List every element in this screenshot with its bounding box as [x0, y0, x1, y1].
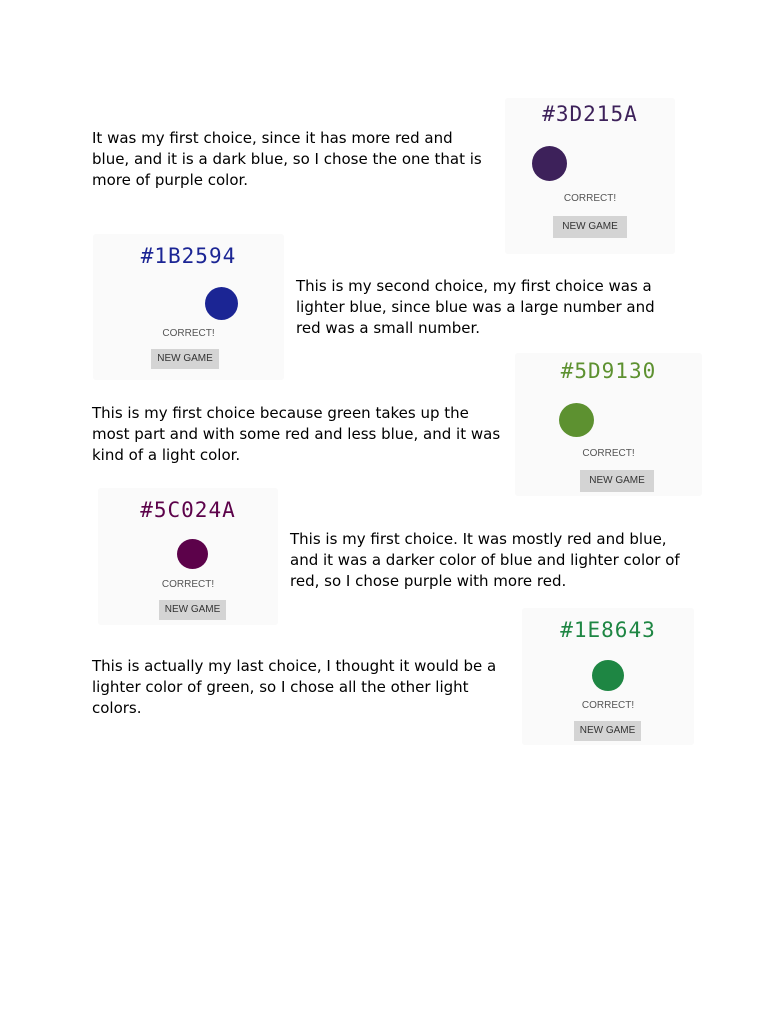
entry-1-color-card	[505, 98, 675, 254]
entry-3-color-swatch	[559, 403, 594, 437]
entry-4-color-swatch	[177, 539, 208, 569]
entry-4-correct-label: CORRECT!	[161, 579, 215, 590]
entry-3-correct-label: CORRECT!	[582, 448, 635, 459]
entry-5-color-swatch	[592, 660, 624, 691]
entry-5-hex-code: #1E8643	[560, 618, 656, 642]
entry-5-color-card	[522, 608, 694, 745]
entry-2-color-card	[93, 234, 284, 380]
entry-5-new-game-button[interactable]: NEW GAME	[574, 721, 641, 741]
entry-3-color-card	[515, 353, 702, 496]
entry-1-new-game-button[interactable]: NEW GAME	[553, 216, 627, 238]
entry-3-text: This is my first choice because green takes up the most part and with some red and less blue, and it was kind of a light color.	[92, 404, 501, 464]
entry-5-text: This is actually my last choice, I thought it would be a lighter color of green, so I chose all the other light colors.	[92, 657, 497, 717]
entry-2-text: This is my second choice, my first choice was a lighter blue, since blue was a large number and red was a small number.	[296, 277, 655, 337]
entry-2-new-game-button[interactable]: NEW GAME	[151, 349, 219, 369]
entry-4-text: This is my first choice. It was mostly red and blue, and it was a darker color of blue and lighter color of red, so I chose purple with more red.	[290, 530, 680, 590]
entry-3-new-game-button[interactable]: NEW GAME	[580, 470, 654, 492]
entry-2-color-swatch	[205, 287, 238, 320]
entry-1-correct-label: CORRECT!	[563, 193, 617, 204]
entry-2-hex-code: #1B2594	[140, 244, 237, 268]
entry-4-new-game-button[interactable]: NEW GAME	[159, 600, 226, 620]
entry-4-hex-code: #5C024A	[140, 498, 236, 522]
entry-1-hex-code: #3D215A	[542, 102, 638, 126]
entry-5-correct-label: CORRECT!	[581, 700, 635, 711]
entry-2-correct-label: CORRECT!	[162, 328, 215, 339]
entry-3-hex-code: #5D9130	[560, 359, 657, 383]
entry-4-color-card	[98, 488, 278, 625]
entry-1-text: It was my first choice, since it has more red and blue, and it is a dark blue, so I chose the one that is more of purple color.	[92, 129, 482, 189]
entry-1-color-swatch	[532, 146, 567, 181]
